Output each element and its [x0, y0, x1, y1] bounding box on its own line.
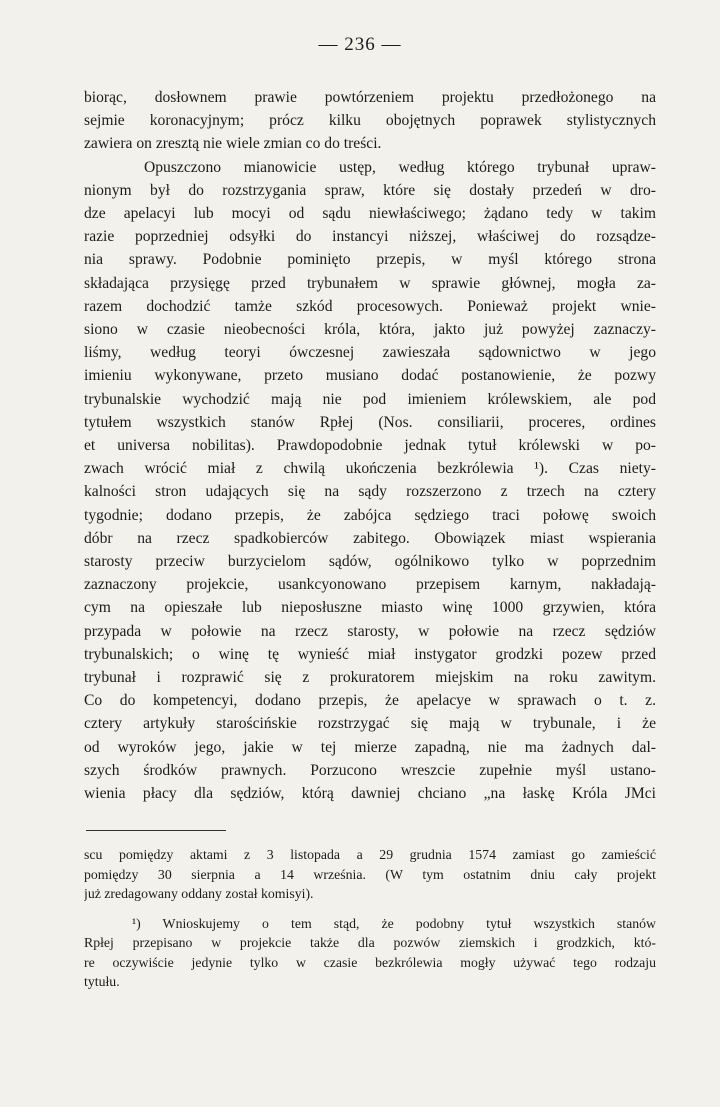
footnote-line: już zredagowany oddany został komisyi).: [84, 886, 314, 901]
footnote-continuation: [84, 845, 656, 904]
footnotes: [84, 845, 656, 1002]
text-line: cym na opieszałe lub nieposłuszne miasto winę 1000 grzywien, która: [84, 599, 656, 617]
text-line: trybunał i rozprawić się z prokuratorem miejskim na roku zawitym.: [84, 669, 656, 687]
text-line: et universa nobilitas). Prawdopodobnie jednak tytuł królewski w po-: [84, 437, 656, 455]
page-number: — 236 —: [318, 34, 402, 55]
text-line: dze apelacyi lub mocyi od sądu niewłaściwego; żądano tedy w takim: [84, 205, 656, 223]
text-line: zaznaczony projekcie, usankcyonowano przepisem karnym, nakładają-: [84, 576, 656, 594]
text-line: biorąc, dosłownem prawie powtórzeniem projektu przedłożonego na: [84, 89, 656, 106]
text-line: tygodnie; dodano przepis, że zabójca sędziego traci połowę swoich: [84, 506, 656, 524]
text-line: dóbr na rzecz spadkobierców zabitego. Obowiązek miast wspierania: [84, 529, 656, 547]
text-line: kalności stron udających się na sądy rozszerzono z trzech na cztery: [84, 483, 656, 501]
footnote-line: tytułu.: [84, 974, 120, 989]
text-line: zawiera on zresztą nie wiele zmian co do treści.: [84, 135, 382, 153]
text-line: sejmie koronacyjnym; prócz kilku obojętnych poprawek stylistycznych: [84, 112, 656, 130]
main-text: [84, 86, 656, 805]
footnote-divider: [86, 830, 226, 831]
text-line: siono w czasie nieobecności króla, która, jakto już powyżej zaznaczy-: [84, 321, 656, 339]
footnote-line: scu pomiędzy aktami z 3 listopada a 29 grudnia 1574 zamiast go zamieścić: [84, 847, 656, 862]
text-line: Opuszczono mianowicie ustęp, według którego trybunał upraw-: [144, 158, 656, 176]
footnote-line: Rpłej przepisano w projekcie także dla pozwów ziemskich i grodzkich, któ-: [84, 935, 656, 950]
footnote-line: re oczywiście jedynie tylko w czasie bezkrólewia mogły używać tego rodzaju: [84, 954, 656, 970]
text-line: od wyroków jego, jakie w tej mierze zapadną, nie ma żadnych dal-: [84, 738, 656, 756]
text-line: razie poprzedniej odsyłki do instancyi niższej, właściwej do rozsądze-: [84, 228, 656, 246]
text-line: razem dochodzić tamże szkód procesowych. Ponieważ projekt wnie-: [84, 297, 656, 315]
text-line: szych środków prawnych. Porzucono wreszcie zupełnie myśl ustano-: [84, 761, 656, 779]
text-line: składająca przysięgę przed trybunałem w sprawie głównej, mogła za-: [84, 274, 656, 292]
text-line: starosty przeciw burzycielom sądów, ogólnikowo tylko w poprzednim: [84, 553, 656, 571]
text-line: tytułem wszystkich stanów Rpłej (Nos. consiliarii, proceres, ordines: [84, 413, 656, 431]
text-line: trybunalskich; o winę tę wynieść miał instygator grodzki pozew przed: [84, 645, 656, 663]
text-line: liśmy, według teoryi ówczesnej zawieszała sądownictwo w jego: [84, 344, 656, 362]
text-line: cztery artykuły starościńskie rozstrzygać się mają w trybunale, i że: [84, 715, 656, 733]
text-line: zwach wrócić miał z chwilą ukończenia bezkrólewia ¹). Czas nietу-: [84, 460, 656, 478]
text-line: nia sprawy. Podobnie pominięto przepis, w myśl którego strona: [84, 251, 656, 269]
text-line: nionym był do rozstrzygania spraw, które się dostały przedeń w dro-: [84, 181, 656, 199]
text-line: imieniu wykonywane, przeto musiano dodać postanowienie, że pozwy: [84, 367, 656, 385]
text-line: Co do kompetencyi, dodano przepis, że apelacye w sprawach o t. z.: [84, 692, 656, 710]
footnote-1: [84, 914, 656, 992]
footnote-line: ¹) Wnioskujemy o tem stąd, że podobny tytuł wszystkich stanów: [132, 915, 656, 931]
footnote-line: pomiędzy 30 sierpnia a 14 września. (W tym ostatnim dniu cały projekt: [84, 866, 656, 882]
text-line: wienia płacy dla sędziów, którą dawniej chciano „na łaskę Króla JMci: [84, 785, 656, 803]
text-line: przypada w połowie na rzecz starosty, w połowie na rzecz sędziów: [84, 622, 656, 640]
text-line: trybunalskie wychodzić mają nie pod imieniem królewskiem, ale pod: [84, 390, 656, 408]
